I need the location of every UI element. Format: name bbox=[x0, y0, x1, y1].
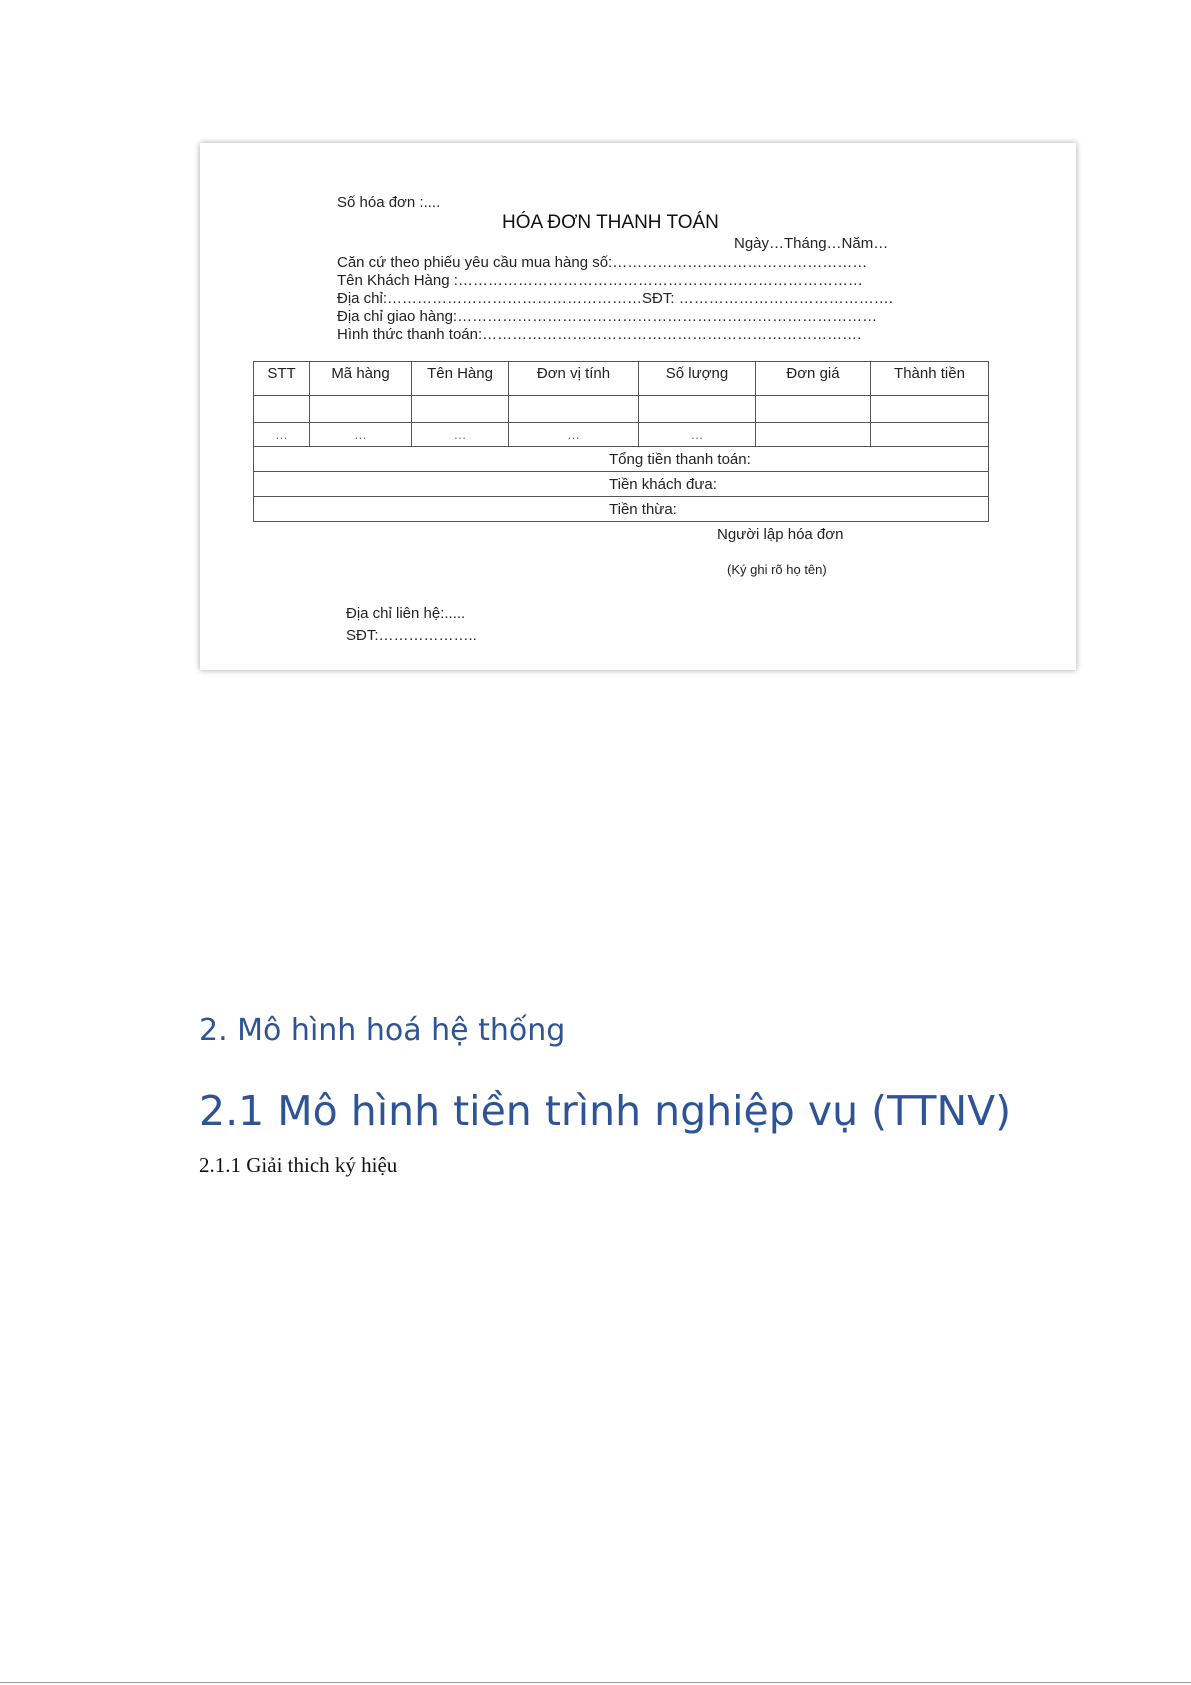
table-cell bbox=[310, 396, 412, 423]
invoice-number: Số hóa đơn :.... bbox=[337, 194, 441, 211]
table-cell: … bbox=[639, 423, 756, 447]
table-cell bbox=[871, 423, 989, 447]
table-cell bbox=[871, 396, 989, 423]
page-bottom-rule bbox=[0, 1682, 1191, 1683]
summary-row-change bbox=[254, 497, 989, 522]
table-cell bbox=[412, 396, 509, 423]
header-cell: Đơn giá bbox=[756, 362, 871, 396]
subsection-heading: 2.1 Mô hình tiền trình nghiệp vụ (TTNV) bbox=[199, 1087, 1012, 1135]
field-customer-name: Tên Khách Hàng :……………………………………………………………………… bbox=[337, 272, 863, 289]
table-cell bbox=[756, 396, 871, 423]
contact-address: Địa chỉ liên hệ:..... bbox=[346, 605, 466, 622]
header-cell: Tên Hàng bbox=[412, 362, 509, 396]
field-request-number: Căn cứ theo phiếu yêu cầu mua hàng số:…………………………………………… bbox=[337, 254, 868, 271]
table-row bbox=[254, 396, 989, 423]
invoice-title: HÓA ĐƠN THANH TOÁN bbox=[502, 212, 719, 233]
table-row bbox=[254, 423, 989, 447]
header-cell: STT bbox=[254, 362, 310, 396]
invoice-image bbox=[200, 143, 1076, 670]
table-cell bbox=[254, 396, 310, 423]
summary-row-paid bbox=[254, 472, 989, 497]
header-cell: Thành tiền bbox=[871, 362, 989, 396]
table-cell: … bbox=[412, 423, 509, 447]
table-cell bbox=[509, 396, 639, 423]
table-cell: … bbox=[254, 423, 310, 447]
change-label: Tiền thừa: bbox=[254, 497, 989, 522]
field-delivery-address: Địa chỉ giao hàng:………………………………………………………………………… bbox=[337, 308, 878, 325]
header-cell: Đơn vị tính bbox=[509, 362, 639, 396]
header-cell: Số lượng bbox=[639, 362, 756, 396]
total-payment-label: Tổng tiền thanh toán: bbox=[254, 447, 989, 472]
invoice-table bbox=[253, 361, 989, 522]
customer-paid-label: Tiền khách đưa: bbox=[254, 472, 989, 497]
table-cell: … bbox=[509, 423, 639, 447]
summary-row-total bbox=[254, 447, 989, 472]
table-cell: … bbox=[310, 423, 412, 447]
field-address-phone: Địa chỉ:……………………………………………SĐT: ……………………………………. bbox=[337, 290, 893, 307]
field-payment-method: Hình thức thanh toán:…………………………………………………………………. bbox=[337, 326, 862, 343]
invoice-date: Ngày…Tháng…Năm… bbox=[734, 235, 889, 252]
section-heading: 2. Mô hình hoá hệ thống bbox=[199, 1013, 566, 1048]
contact-phone: SĐT:……………….. bbox=[346, 627, 477, 644]
header-cell: Mã hàng bbox=[310, 362, 412, 396]
table-cell bbox=[756, 423, 871, 447]
signer-label: Người lập hóa đơn bbox=[717, 526, 844, 543]
signature-note: (Ký ghi rõ họ tên) bbox=[727, 562, 827, 577]
table-header-row bbox=[254, 362, 989, 396]
table-cell bbox=[639, 396, 756, 423]
subsubsection-heading: 2.1.1 Giải thich ký hiệu bbox=[199, 1153, 398, 1177]
